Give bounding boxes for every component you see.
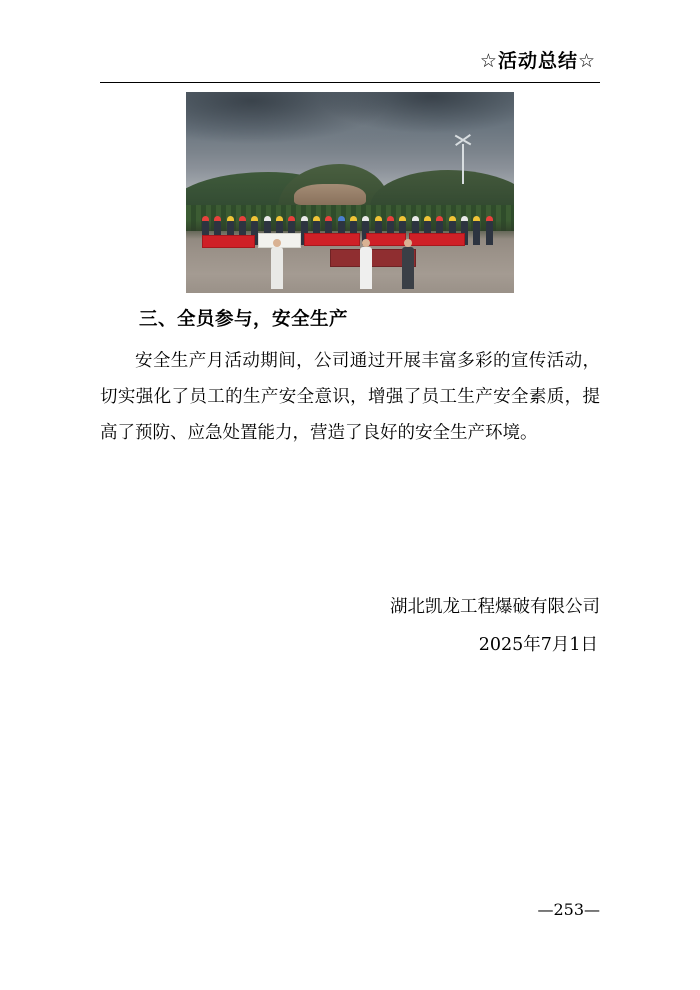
page-header: [100, 52, 600, 86]
signature-date: 2025年7月1日: [478, 635, 598, 655]
banner-red-left: [202, 235, 254, 248]
head-shape: [362, 239, 370, 247]
signature-company: 湖北凯龙工程爆破有限公司: [390, 597, 600, 617]
body-paragraph: 安全生产月活动期间，公司通过开展丰富多彩的宣传活动，切实强化了员工的生产安全意识，增强了员工生产安全素质，提高了预防、应急处置能力，营造了良好的安全生产环境。: [100, 351, 600, 443]
page-number: —253—: [537, 900, 600, 919]
section-heading: 三、全员参与，安全生产: [139, 309, 349, 330]
banner-red-center: [366, 233, 405, 246]
foreground-person-center: [360, 247, 372, 289]
figure-photo: [186, 92, 514, 293]
quarry-face: [294, 184, 366, 204]
banner-red-middle: [304, 233, 360, 246]
header-title: ☆活动总结☆: [479, 50, 596, 72]
header-divider: [100, 82, 600, 83]
photo-image: [186, 92, 514, 293]
banner-red-right: [409, 233, 465, 246]
foreground-person-right: [402, 247, 414, 289]
foreground-person-left: [271, 247, 283, 289]
signature-block: [100, 588, 600, 664]
wind-turbine-icon: [462, 144, 464, 184]
